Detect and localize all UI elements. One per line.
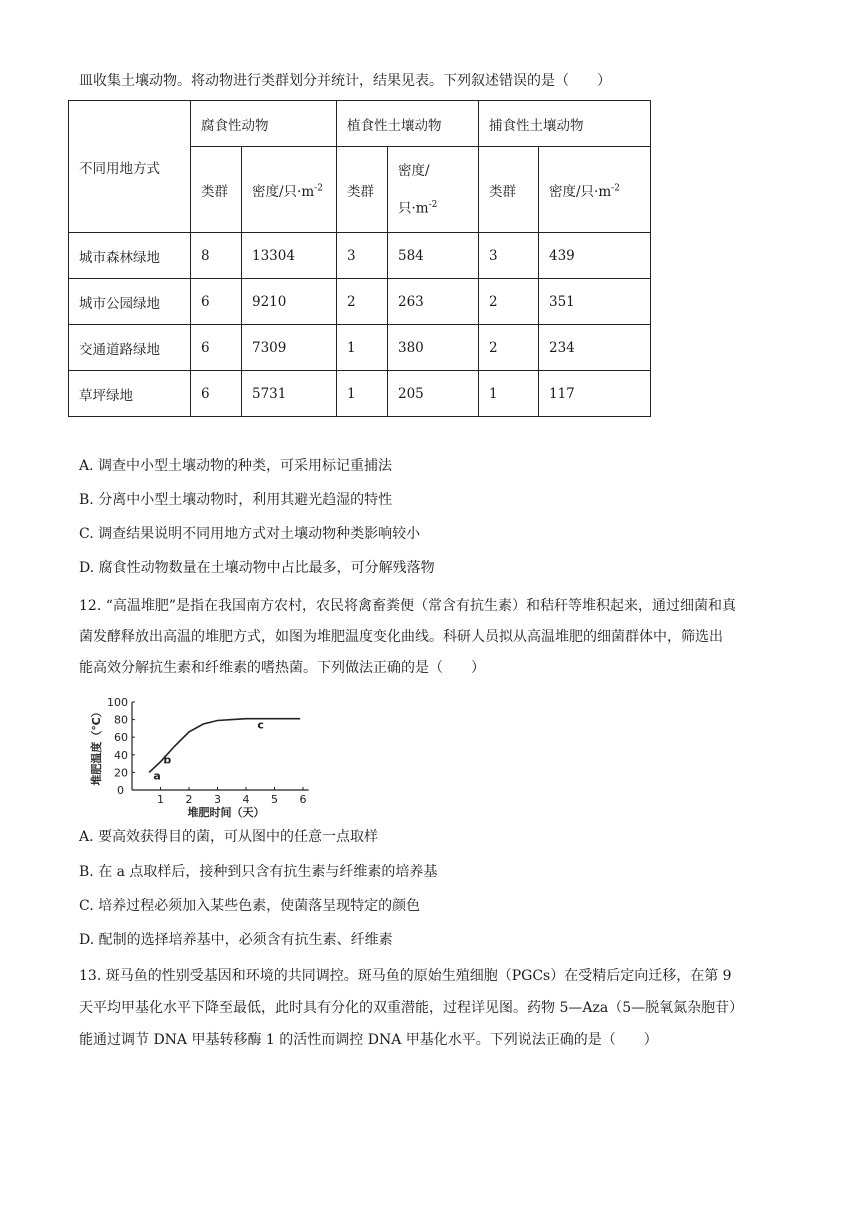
q11-option-c: C. 调查结果说明不同用地方式对土壤动物种类影响较小 [79, 526, 421, 542]
q12-stem-line-1: 12. “高温堆肥”是指在我国南方农村，农民将禽畜粪便（常含有抗生素）和秸秆等堆积起来，通过细菌和真 [79, 598, 737, 614]
compost-temperature-chart [80, 690, 307, 820]
q13-stem-line-3: 能通过调节 DNA 甲基转移酶 1 的活性而调控 DNA 甲基化水平。下列说法正确的是（ ） [79, 1032, 658, 1048]
table-cell: 7309 [242, 325, 337, 371]
q11-option-d: D. 腐食性动物数量在土壤动物中占比最多，可分解残落物 [79, 560, 435, 576]
table-cell: 9210 [242, 279, 337, 325]
table-cell: 3 [337, 233, 388, 279]
table-cell: 城市森林绿地 [69, 233, 191, 279]
x-tick-label: 2 [185, 793, 193, 806]
table-row [69, 325, 651, 371]
x-tick-label: 5 [271, 793, 278, 806]
table-cell: 439 [539, 233, 651, 279]
x-tick-label: 4 [242, 793, 250, 806]
subheader-class-3: 类群 [479, 147, 539, 233]
y-axis-label: 堆肥温度（℃） [90, 706, 103, 786]
subheader-density-3: 密度/只$\cdot m^{-2}$ [539, 147, 651, 233]
table-cell: 城市公园绿地 [69, 279, 191, 325]
subheader-density-2: 密度/ 只$\cdot m^{-2}$ [388, 147, 479, 233]
temperature-curve [149, 719, 300, 773]
table-cell: 交通道路绿地 [69, 325, 191, 371]
q12-option-a: A. 要高效获得目的菌，可从图中的任意一点取样 [79, 829, 379, 845]
y-tick-label: 80 [114, 713, 128, 727]
table-cell: 1 [337, 325, 388, 371]
table-cell: 2 [479, 325, 539, 371]
subheader-class-2: 类群 [337, 147, 388, 233]
group-header-phytophagous: 植食性土壤动物 [337, 101, 479, 147]
table-cell: 5731 [242, 371, 337, 417]
table-cell: 1 [479, 371, 539, 417]
table-cell: 6 [191, 371, 242, 417]
q11-option-a: A. 调查中小型土壤动物的种类，可采用标记重捕法 [79, 458, 393, 474]
table-cell: 2 [337, 279, 388, 325]
x-tick-label: 1 [157, 793, 164, 806]
table-cell: 263 [388, 279, 479, 325]
table-cell: 351 [539, 279, 651, 325]
q12-option-c: C. 培养过程必须加入某些色素，使菌落呈现特定的颜色 [79, 898, 421, 914]
group-header-predatory: 捕食性土壤动物 [479, 101, 651, 147]
subheader-density-1: 密度/只$\cdot m^{-2}$ [242, 147, 337, 233]
table-cell: 草坪绿地 [69, 371, 191, 417]
intro-line: 皿收集土壤动物。将动物进行类群划分并统计，结果见表。下列叙述错误的是（ ） [79, 73, 611, 89]
point-label-b: b [163, 753, 172, 767]
q12-stem-line-3: 能高效分解抗生素和纤维素的嗜热菌。下列做法正确的是（ ） [79, 660, 485, 676]
row-header-cell: 不同用地方式 [69, 101, 191, 233]
soil-animal-table [68, 100, 651, 417]
group-header-saprophagous: 腐食性动物 [191, 101, 337, 147]
subheader-class-1: 类群 [191, 147, 242, 233]
q13-stem-line-2: 天平均甲基化水平下降至最低，此时具有分化的双重潜能，过程详见图。药物 5—Aza（5—脱氧氮杂胞苷） [79, 1000, 744, 1016]
origin-label: 0 [117, 784, 124, 797]
x-tick-label: 6 [299, 793, 307, 806]
table-cell: 8 [191, 233, 242, 279]
x-axis-label: 堆肥时间（天） [187, 806, 265, 819]
table-row [69, 279, 651, 325]
table-cell: 6 [191, 325, 242, 371]
point-label-a: a [153, 769, 161, 783]
x-tick-label: 3 [214, 793, 221, 806]
y-tick-label: 100 [107, 696, 128, 709]
q12-stem-line-2: 菌发酵释放出高温的堆肥方式，如图为堆肥温度变化曲线。科研人员拟从高温堆肥的细菌群体中，筛选出 [79, 629, 723, 645]
table-cell: 1 [337, 371, 388, 417]
table-cell: 13304 [242, 233, 337, 279]
q12-option-d: D. 配制的选择培养基中，必须含有抗生素、纤维素 [79, 932, 393, 948]
y-tick-label: 20 [114, 766, 128, 780]
table-cell: 380 [388, 325, 479, 371]
q11-option-b: B. 分离中小型土壤动物时，利用其避光趋湿的特性 [79, 492, 393, 508]
table-cell: 3 [479, 233, 539, 279]
table-cell: 205 [388, 371, 479, 417]
table-cell: 117 [539, 371, 651, 417]
table-cell: 234 [539, 325, 651, 371]
y-tick-label: 60 [114, 731, 128, 745]
table-cell: 6 [191, 279, 242, 325]
q12-option-b: B. 在 a 点取样后，接种到只含有抗生素与纤维素的培养基 [79, 864, 438, 880]
y-tick-label: 40 [114, 748, 128, 762]
table-row [69, 371, 651, 417]
point-label-c: c [257, 718, 264, 732]
q13-stem-line-1: 13. 斑马鱼的性别受基因和环境的共同调控。斑马鱼的原始生殖细胞（PGCs）在受精后定向迁移，在第 9 [79, 968, 732, 984]
table-cell: 584 [388, 233, 479, 279]
table-cell: 2 [479, 279, 539, 325]
table-row [69, 233, 651, 279]
